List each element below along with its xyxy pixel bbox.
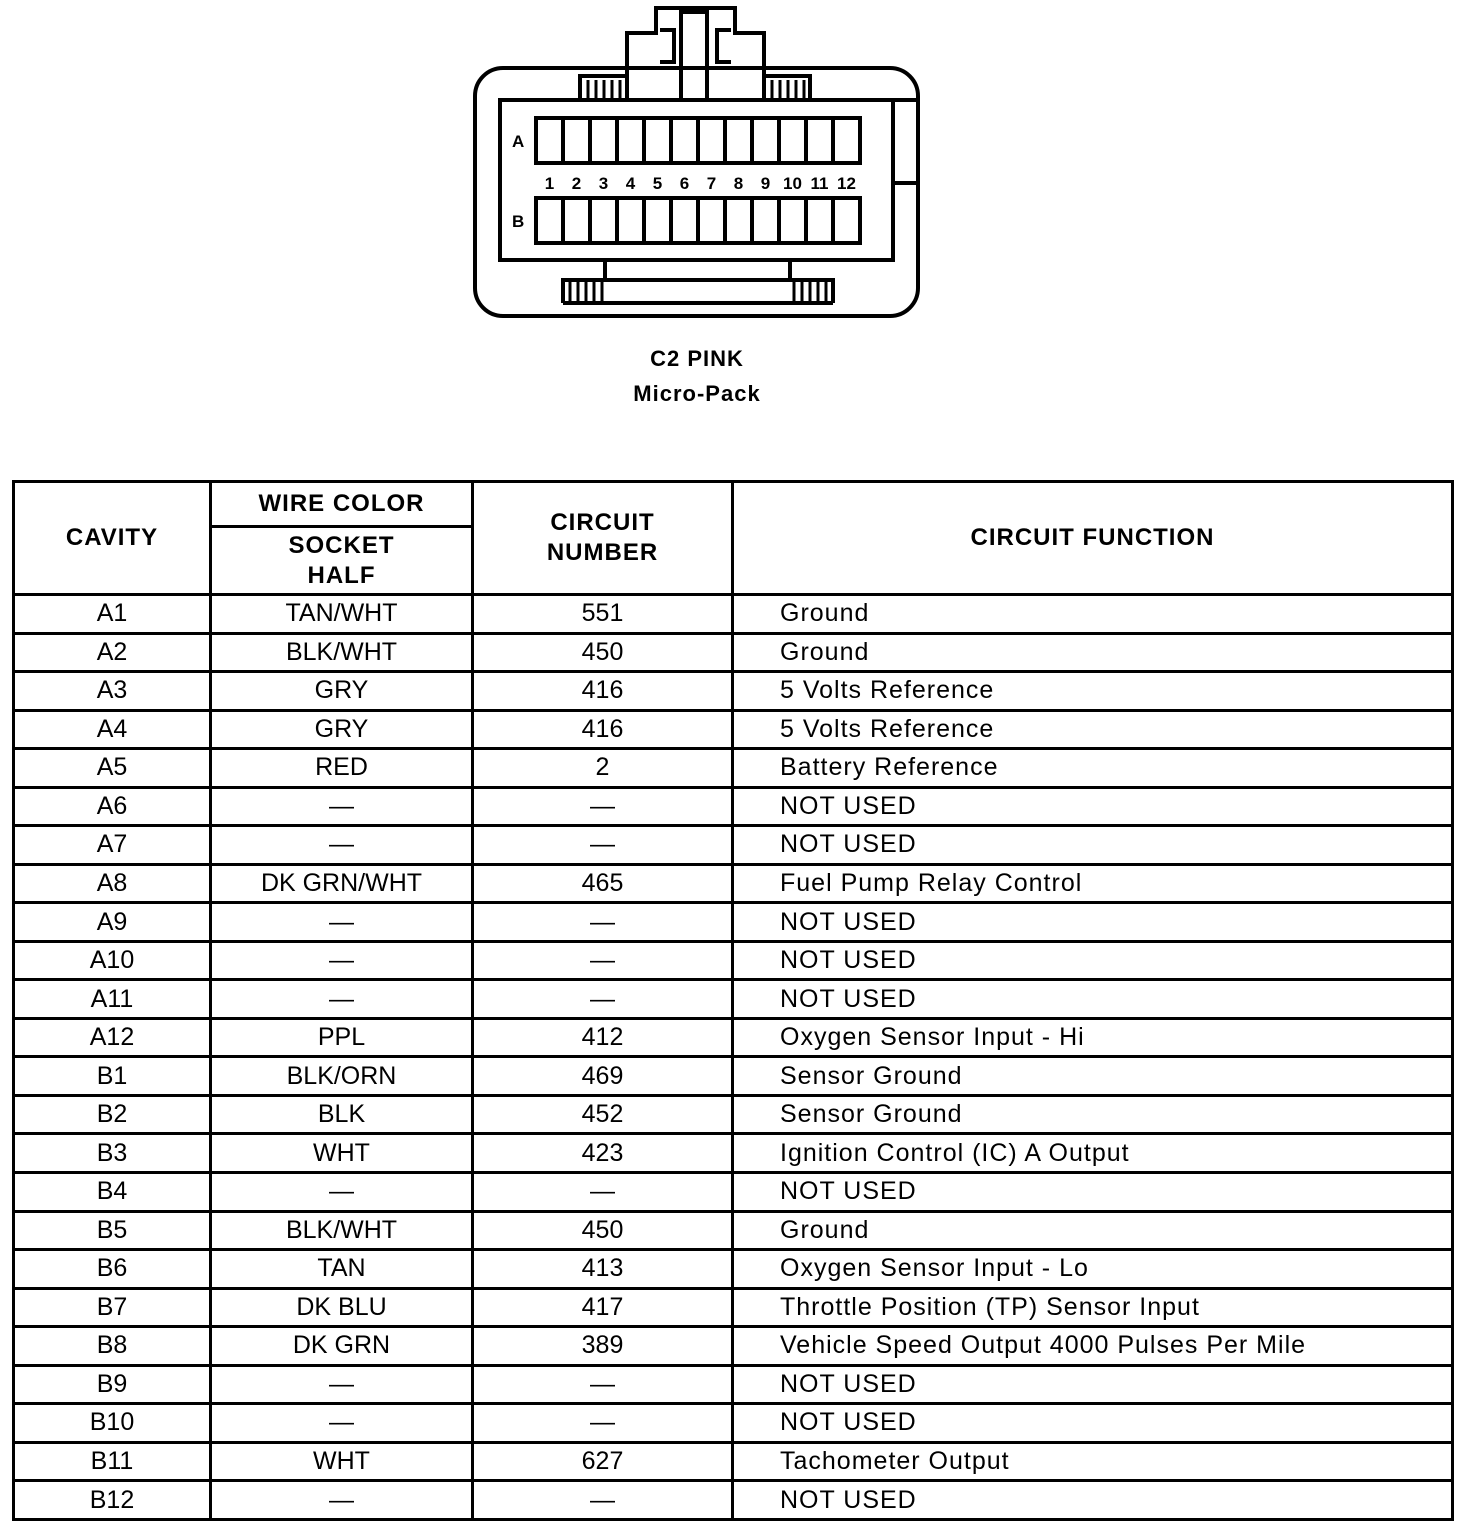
- cavity-cell: B12: [14, 1481, 211, 1520]
- cavity-cell: B8: [14, 1327, 211, 1366]
- table-row: [14, 864, 1453, 903]
- cavity-a3: [590, 118, 617, 163]
- cavity-b7: [698, 198, 725, 243]
- connector-subtitle: Micro-Pack: [633, 381, 761, 406]
- connector-diagram: [0, 0, 1472, 340]
- pin-number: 9: [760, 174, 771, 193]
- table-row: [14, 787, 1453, 826]
- cavity-cell: A7: [14, 826, 211, 865]
- circuit-function-cell: NOT USED: [733, 903, 1453, 942]
- cavity-cell: A8: [14, 864, 211, 903]
- cavity-b10: [779, 198, 806, 243]
- circuit-function-cell: Ignition Control (IC) A Output: [733, 1134, 1453, 1173]
- circuit-number-cell: 452: [473, 1095, 733, 1134]
- cavity-a11: [806, 118, 833, 163]
- circuit-function-cell: Oxygen Sensor Input - Lo: [733, 1250, 1453, 1289]
- connector-title: C2 PINK: [650, 346, 744, 371]
- circuit-number-cell: —: [473, 941, 733, 980]
- wire-color-cell: TAN/WHT: [211, 595, 473, 634]
- wire-color-cell: RED: [211, 749, 473, 788]
- row-label: B: [512, 212, 525, 231]
- cavity-a6: [671, 118, 698, 163]
- cavity-cell: A11: [14, 980, 211, 1019]
- table-row: [14, 1481, 1453, 1520]
- cavity-cell: B7: [14, 1288, 211, 1327]
- circuit-number-cell: —: [473, 980, 733, 1019]
- pin-number: 2: [571, 174, 582, 193]
- cavity-a1: [536, 118, 563, 163]
- table-row: [14, 1327, 1453, 1366]
- circuit-function-cell: Ground: [733, 595, 1453, 634]
- cavity-cell: A6: [14, 787, 211, 826]
- pin-number: 11: [810, 174, 829, 193]
- wire-color-cell: —: [211, 826, 473, 865]
- wire-color-cell: PPL: [211, 1018, 473, 1057]
- circuit-function-cell: Oxygen Sensor Input - Hi: [733, 1018, 1453, 1057]
- pin-number: 10: [783, 174, 802, 193]
- table-row: [14, 903, 1453, 942]
- wire-color-cell: GRY: [211, 672, 473, 711]
- table-row: [14, 980, 1453, 1019]
- wire-color-cell: —: [211, 1365, 473, 1404]
- circuit-number-cell: —: [473, 1172, 733, 1211]
- wire-color-cell: —: [211, 941, 473, 980]
- circuit-function-cell: Sensor Ground: [733, 1095, 1453, 1134]
- circuit-number-cell: 423: [473, 1134, 733, 1173]
- wire-color-cell: GRY: [211, 710, 473, 749]
- cavity-b9: [752, 198, 779, 243]
- table-row: [14, 672, 1453, 711]
- cavity-cell: B11: [14, 1442, 211, 1481]
- wire-color-cell: —: [211, 787, 473, 826]
- circuit-number-cell: 465: [473, 864, 733, 903]
- circuit-function-cell: NOT USED: [733, 1481, 1453, 1520]
- table-row: [14, 1134, 1453, 1173]
- circuit-function-cell: NOT USED: [733, 1365, 1453, 1404]
- circuit-function-cell: Ground: [733, 1211, 1453, 1250]
- cavity-a8: [725, 118, 752, 163]
- pinout-table: [12, 480, 1454, 1521]
- pin-number: 1: [544, 174, 555, 193]
- wire-color-cell: DK GRN: [211, 1327, 473, 1366]
- circuit-number-cell: 627: [473, 1442, 733, 1481]
- cavity-cell: B10: [14, 1404, 211, 1443]
- header-wire-color: WIRE COLOR: [211, 482, 473, 527]
- circuit-function-cell: Ground: [733, 633, 1453, 672]
- cavity-b11: [806, 198, 833, 243]
- circuit-function-cell: Sensor Ground: [733, 1057, 1453, 1096]
- wire-color-cell: DK GRN/WHT: [211, 864, 473, 903]
- table-row: [14, 1018, 1453, 1057]
- circuit-function-cell: Vehicle Speed Output 4000 Pulses Per Mile: [733, 1327, 1453, 1366]
- circuit-function-cell: Fuel Pump Relay Control: [733, 864, 1453, 903]
- pin-number: 6: [679, 174, 690, 193]
- pin-number: 12: [837, 174, 856, 193]
- cavity-b6: [671, 198, 698, 243]
- circuit-number-cell: —: [473, 787, 733, 826]
- table-row: [14, 1288, 1453, 1327]
- wire-color-cell: —: [211, 1172, 473, 1211]
- cavity-cell: B5: [14, 1211, 211, 1250]
- pin-number: 7: [706, 174, 717, 193]
- table-row: [14, 749, 1453, 788]
- table-row: [14, 1057, 1453, 1096]
- table-row: [14, 710, 1453, 749]
- cavity-cell: A5: [14, 749, 211, 788]
- cavity-a2: [563, 118, 590, 163]
- cavity-cell: A10: [14, 941, 211, 980]
- pin-number: 8: [733, 174, 744, 193]
- header-circuit-function: CIRCUIT FUNCTION: [733, 482, 1453, 595]
- table-row: [14, 595, 1453, 634]
- table-row: [14, 1404, 1453, 1443]
- circuit-number-cell: 450: [473, 1211, 733, 1250]
- row-label: A: [512, 132, 525, 151]
- cavity-a4: [617, 118, 644, 163]
- wire-color-cell: WHT: [211, 1442, 473, 1481]
- wire-color-cell: —: [211, 1404, 473, 1443]
- circuit-number-cell: 389: [473, 1327, 733, 1366]
- cavity-cell: B4: [14, 1172, 211, 1211]
- table-row: [14, 826, 1453, 865]
- table-row: [14, 1211, 1453, 1250]
- wire-color-cell: —: [211, 903, 473, 942]
- circuit-number-cell: 416: [473, 710, 733, 749]
- cavity-b2: [563, 198, 590, 243]
- locking-tab: [627, 8, 764, 100]
- circuit-function-cell: NOT USED: [733, 1404, 1453, 1443]
- wire-color-cell: —: [211, 980, 473, 1019]
- circuit-function-cell: NOT USED: [733, 1172, 1453, 1211]
- cavity-cell: B9: [14, 1365, 211, 1404]
- wire-color-cell: BLK: [211, 1095, 473, 1134]
- table-row: [14, 633, 1453, 672]
- circuit-number-cell: 416: [473, 672, 733, 711]
- cavity-cell: B2: [14, 1095, 211, 1134]
- wire-color-cell: —: [211, 1481, 473, 1520]
- wire-color-cell: BLK/WHT: [211, 1211, 473, 1250]
- cavity-b4: [617, 198, 644, 243]
- cavity-a12: [833, 118, 860, 163]
- cavity-cell: B6: [14, 1250, 211, 1289]
- wire-color-cell: BLK/WHT: [211, 633, 473, 672]
- pin-number: 5: [652, 174, 663, 193]
- header-socket-half-text: SOCKET HALF: [288, 531, 395, 589]
- wire-color-cell: BLK/ORN: [211, 1057, 473, 1096]
- table-row: [14, 941, 1453, 980]
- table-row: [14, 1095, 1453, 1134]
- circuit-function-cell: 5 Volts Reference: [733, 710, 1453, 749]
- cavity-cell: A3: [14, 672, 211, 711]
- circuit-function-cell: Battery Reference: [733, 749, 1453, 788]
- cavity-cell: B3: [14, 1134, 211, 1173]
- pin-number: 3: [598, 174, 609, 193]
- wire-color-cell: TAN: [211, 1250, 473, 1289]
- wire-color-cell: DK BLU: [211, 1288, 473, 1327]
- circuit-function-cell: 5 Volts Reference: [733, 672, 1453, 711]
- cavity-b1: [536, 198, 563, 243]
- cavity-b8: [725, 198, 752, 243]
- cavity-cell: A4: [14, 710, 211, 749]
- circuit-function-cell: NOT USED: [733, 826, 1453, 865]
- cavity-cell: A12: [14, 1018, 211, 1057]
- circuit-function-cell: NOT USED: [733, 941, 1453, 980]
- circuit-number-cell: —: [473, 1404, 733, 1443]
- circuit-number-cell: —: [473, 903, 733, 942]
- circuit-number-cell: 450: [473, 633, 733, 672]
- circuit-number-cell: 417: [473, 1288, 733, 1327]
- cavity-cell: A2: [14, 633, 211, 672]
- circuit-number-cell: —: [473, 1481, 733, 1520]
- circuit-number-cell: 2: [473, 749, 733, 788]
- cavity-b3: [590, 198, 617, 243]
- circuit-number-cell: 412: [473, 1018, 733, 1057]
- header-socket-half: [211, 527, 473, 595]
- cavity-a7: [698, 118, 725, 163]
- cavity-b12: [833, 198, 860, 243]
- circuit-number-cell: —: [473, 826, 733, 865]
- header-circuit-number: [473, 482, 733, 595]
- circuit-function-cell: NOT USED: [733, 787, 1453, 826]
- cavity-cell: A9: [14, 903, 211, 942]
- header-cavity: CAVITY: [14, 482, 211, 595]
- circuit-function-cell: Tachometer Output: [733, 1442, 1453, 1481]
- circuit-number-cell: 413: [473, 1250, 733, 1289]
- circuit-function-cell: Throttle Position (TP) Sensor Input: [733, 1288, 1453, 1327]
- cavity-a9: [752, 118, 779, 163]
- cavity-a10: [779, 118, 806, 163]
- header-circuit-number-text: CIRCUIT NUMBER: [546, 509, 659, 566]
- wire-color-cell: WHT: [211, 1134, 473, 1173]
- cavity-b5: [644, 198, 671, 243]
- cavity-cell: A1: [14, 595, 211, 634]
- circuit-number-cell: —: [473, 1365, 733, 1404]
- pin-number: 4: [625, 174, 636, 193]
- table-row: [14, 1442, 1453, 1481]
- table-row: [14, 1250, 1453, 1289]
- circuit-function-cell: NOT USED: [733, 980, 1453, 1019]
- cavity-cell: B1: [14, 1057, 211, 1096]
- circuit-number-cell: 469: [473, 1057, 733, 1096]
- table-row: [14, 1172, 1453, 1211]
- table-row: [14, 1365, 1453, 1404]
- circuit-number-cell: 551: [473, 595, 733, 634]
- cavity-a5: [644, 118, 671, 163]
- pinout-rows: [14, 595, 1453, 1520]
